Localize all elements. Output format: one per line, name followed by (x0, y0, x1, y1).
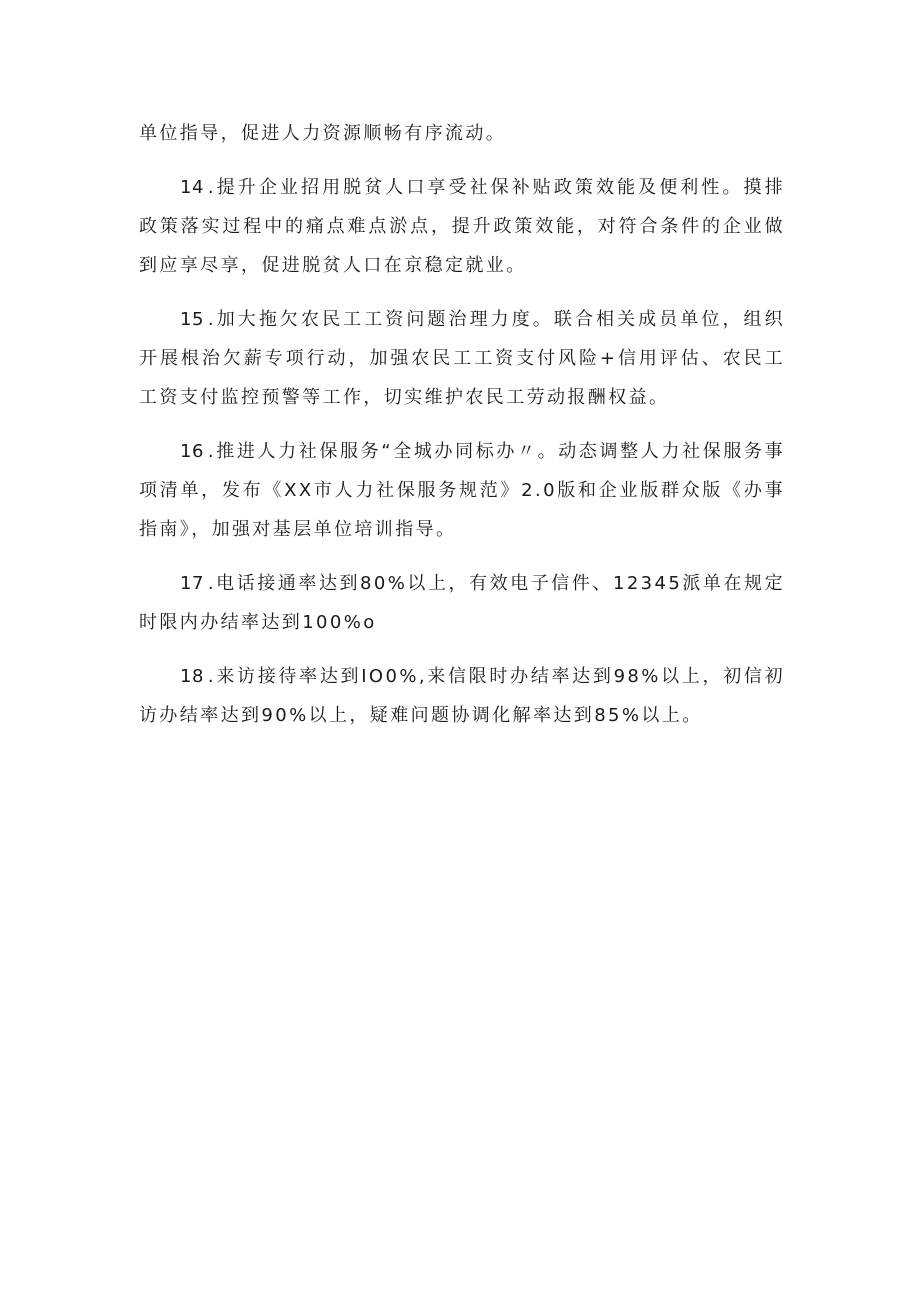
item-number: 17 (180, 573, 204, 594)
paragraph-text: .来访接待率达到IO0%,来信限时办结率达到98%以上，初信初访办结率达到90%以上，疑难问题协调化解率达到85%以上。 (139, 666, 785, 726)
document-body (139, 114, 785, 750)
paragraph-text: .提升企业招用脱贫人口享受社保补贴政策效能及便利性。摸排政策落实过程中的痛点难点淤点，提升政策效能，对符合条件的企业做到应享尽享，促进脱贫人口在京稳定就业。 (139, 177, 785, 276)
paragraph-text: .加大拖欠农民工工资问题治理力度。联合相关成员单位，组织开展根治欠薪专项行动，加强农民工工资支付风险+信用评估、农民工工资支付监控预警等工作，切实维护农民工劳动报酬权益。 (139, 309, 785, 408)
item-number: 15 (180, 309, 204, 330)
paragraph-item-18 (139, 657, 785, 735)
paragraph-item-17 (139, 564, 785, 642)
paragraph-continuation (139, 114, 785, 153)
item-number: 16 (180, 441, 204, 462)
paragraph-text: 单位指导，促进人力资源顺畅有序流动。 (139, 123, 507, 144)
paragraph-item-15 (139, 300, 785, 417)
paragraph-text: .电话接通率达到80%以上，有效电子信件、12345派单在规定时限内办结率达到100%o (139, 573, 785, 633)
paragraph-text: .推进人力社保服务“全城办同标办〃。动态调整人力社保服务事项清单，发布《XX市人力社保服务规范》2.0版和企业版群众版《办事指南》，加强对基层单位培训指导。 (139, 441, 785, 540)
paragraph-item-14 (139, 168, 785, 285)
item-number: 14 (180, 177, 204, 198)
paragraph-item-16 (139, 432, 785, 549)
item-number: 18 (180, 666, 204, 687)
